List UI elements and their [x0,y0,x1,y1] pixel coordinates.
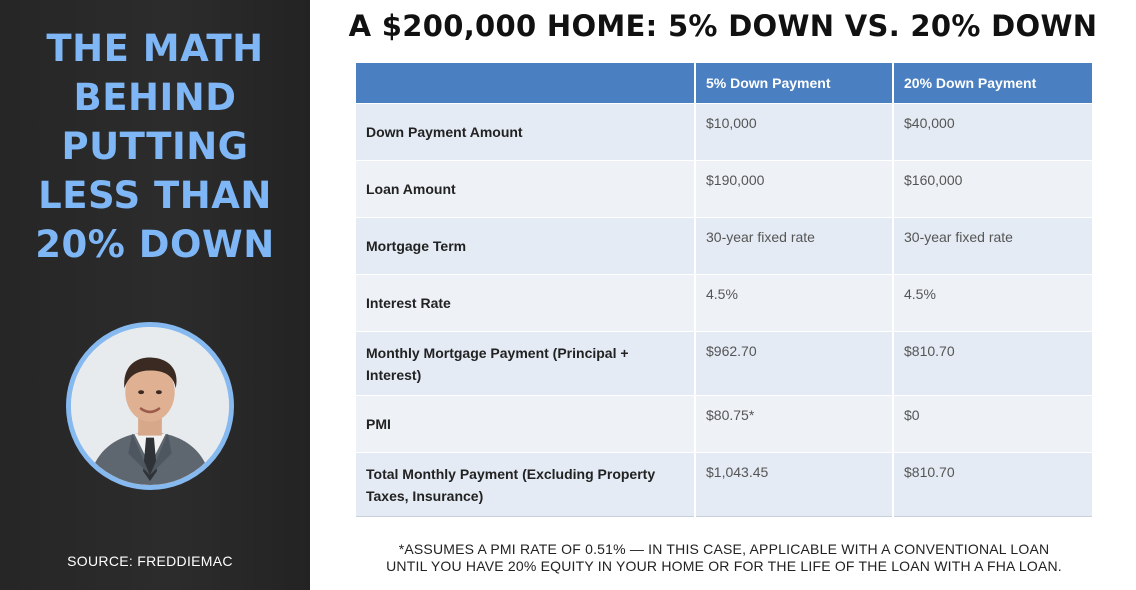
table-row [356,104,1092,161]
value-20-percent: $40,000 [893,104,1092,161]
headline-line: LESS THAN [38,174,272,217]
footnote [356,541,1092,575]
row-label: Loan Amount [356,161,695,218]
header-cell-20-percent: 20% Down Payment [893,63,1092,104]
headline-line: BEHIND [73,76,237,119]
person-portrait-icon [71,327,229,485]
table-header-row [356,63,1092,104]
row-label: PMI [356,396,695,453]
left-panel [0,0,310,590]
table-row [356,453,1092,517]
value-5-percent: $190,000 [695,161,893,218]
value-20-percent: 30-year fixed rate [893,218,1092,275]
value-5-percent: $80.75* [695,396,893,453]
table-row [356,332,1092,396]
comparison-table [356,63,1092,517]
table-row [356,396,1092,453]
header-cell-label [356,63,695,104]
row-label: Monthly Mortgage Payment (Principal + Interest) [356,332,695,396]
avatar [66,322,234,490]
headline-line: 20% DOWN [35,223,275,266]
page-title: A $200,000 HOME: 5% DOWN VS. 20% DOWN [348,9,1098,43]
value-5-percent: $10,000 [695,104,893,161]
headline [0,24,310,269]
row-label: Total Monthly Payment (Excluding Property Taxes, Insurance) [356,453,695,517]
footnote-line: UNTIL YOU HAVE 20% EQUITY IN YOUR HOME OR FOR THE LIFE OF THE LOAN WITH A FHA LOAN. [386,558,1062,574]
value-20-percent: 4.5% [893,275,1092,332]
table-row [356,161,1092,218]
row-label: Mortgage Term [356,218,695,275]
source-label: SOURCE: FREDDIEMAC [67,553,233,569]
headline-line: PUTTING [61,125,249,168]
header-cell-5-percent: 5% Down Payment [695,63,893,104]
row-label: Interest Rate [356,275,695,332]
value-20-percent: $0 [893,396,1092,453]
row-label: Down Payment Amount [356,104,695,161]
value-20-percent: $810.70 [893,332,1092,396]
footnote-line: *ASSUMES A PMI RATE OF 0.51% — IN THIS CASE, APPLICABLE WITH A CONVENTIONAL LOAN [398,541,1050,557]
value-5-percent: 30-year fixed rate [695,218,893,275]
value-20-percent: $810.70 [893,453,1092,517]
table-row [356,275,1092,332]
value-5-percent: 4.5% [695,275,893,332]
table-row [356,218,1092,275]
value-5-percent: $962.70 [695,332,893,396]
headline-line: THE MATH [46,27,264,70]
value-5-percent: $1,043.45 [695,453,893,517]
value-20-percent: $160,000 [893,161,1092,218]
